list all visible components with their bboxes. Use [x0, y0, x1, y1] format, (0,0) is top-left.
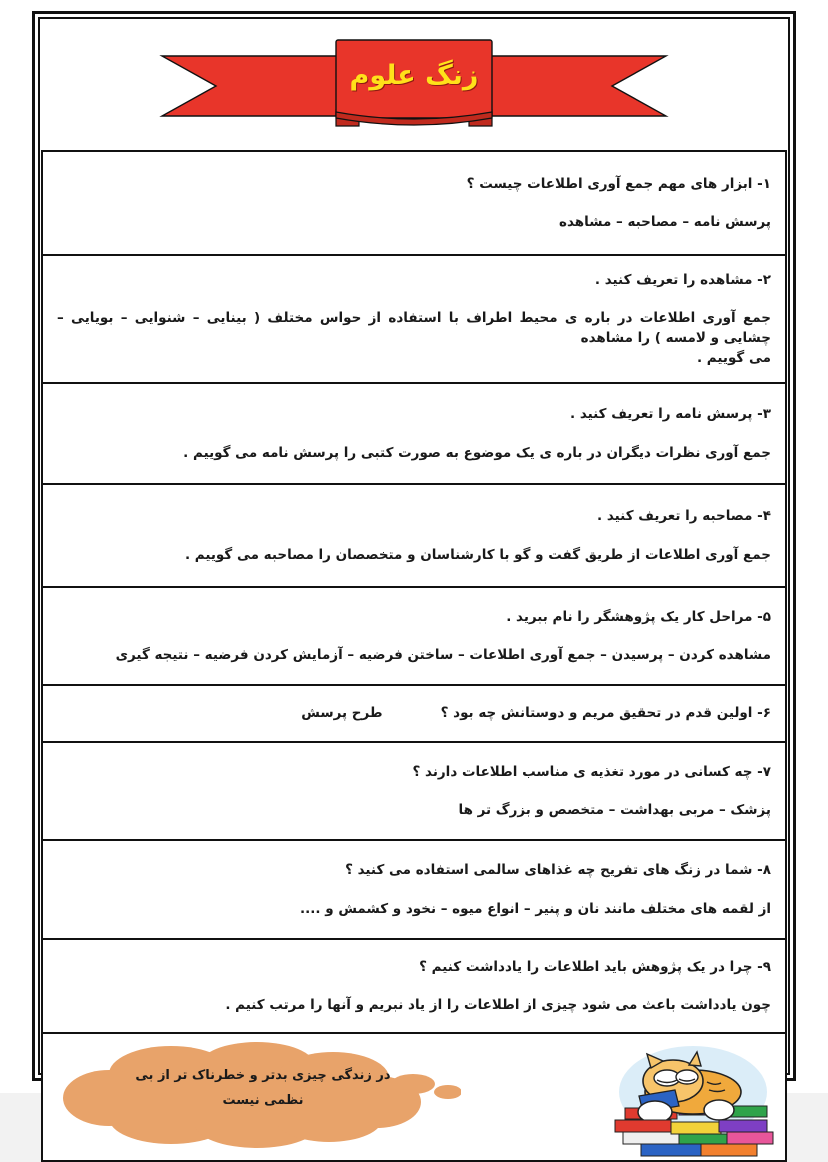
ribbon-banner-icon: [154, 34, 674, 134]
cloud-bubble-icon: [61, 1040, 461, 1152]
answer-text: جمع آوری اطلاعات در باره ی محیط اطراف با استفاده از حواس مختلف ( بینایی – شنوایی – بویایی – چشایی و لامسه ) را مشاهده: [57, 309, 771, 346]
answer-text: طرح پرسش: [301, 705, 383, 722]
answer-text: از لقمه های مختلف مانند نان و پنیر – انواع میوه – نخود و کشمش و ....: [300, 900, 771, 917]
page-title: زنگ علوم: [349, 60, 479, 91]
question-text: ۴- مصاحبه را تعریف کنید .: [597, 508, 771, 525]
worksheet-content: [41, 20, 787, 1108]
question-text: ۹- چرا در یک پژوهش باید اطلاعات را یادداشت کنیم ؟: [419, 958, 771, 975]
table-row: [43, 485, 785, 588]
table-row: [43, 256, 785, 384]
question-text: ۱- ابزار های مهم جمع آوری اطلاعات چیست ؟: [466, 175, 771, 192]
table-row: [43, 940, 785, 1032]
table-row: [43, 841, 785, 940]
table-row: [43, 743, 785, 841]
question-text: ۸- شما در زنگ های تفریح چه غذاهای سالمی استفاده می کنید ؟: [345, 862, 771, 879]
answer-text: پرسش نامه – مصاحبه – مشاهده: [559, 214, 771, 230]
answer-text: جمع آوری نظرات دیگران در باره ی یک موضوع به صورت کتبی را پرسش نامه می گوییم .: [183, 444, 771, 461]
table-row: [43, 384, 785, 485]
answer-text: چون یادداشت باعث می شود چیزی از اطلاعات را از یاد نبریم و آنها را مرتب کنیم .: [225, 997, 771, 1013]
table-row: [43, 686, 785, 743]
cartoon-cat-sleeping-icon: [601, 1034, 781, 1160]
questions-table: [41, 150, 787, 1162]
table-row: [43, 588, 785, 686]
question-text: ۳- پرسش نامه را تعریف کنید .: [570, 406, 771, 423]
title-banner: [154, 34, 674, 134]
cat-on-books-illustration: [601, 1034, 781, 1160]
question-text: ۲- مشاهده را تعریف کنید .: [594, 271, 771, 288]
question-text: ۶- اولین قدم در تحقیق مریم و دوستانش چه بود ؟: [440, 705, 771, 722]
thought-bubble: [61, 1040, 461, 1152]
question-text: ۷- چه کسانی در مورد تغذیه ی مناسب اطلاعات دارند ؟: [412, 763, 771, 780]
footer-illustration-row: [43, 1032, 785, 1162]
answer-text: پزشک – مربی بهداشت – متخصص و بزرگ تر ها: [458, 802, 771, 818]
answer-text-line2: می گوییم .: [696, 350, 771, 367]
banner-area: [41, 20, 787, 150]
bubble-text-line2: نظمی نیست: [222, 1092, 304, 1108]
question-text: ۵- مراحل کار یک پژوهشگر را نام ببرید .: [506, 608, 771, 625]
bubble-text-line1: در زندگی چیزی بدتر و خطرناک تر از بی: [135, 1068, 391, 1083]
answer-text: مشاهده کردن – پرسیدن – جمع آوری اطلاعات – ساختن فرضیه – آزمایش کردن فرضیه – نتیجه گیری: [115, 647, 771, 663]
answer-text: جمع آوری اطلاعات از طریق گفت و گو با کارشناسان و متخصصان را مصاحبه می گوییم .: [184, 546, 771, 563]
table-row: [43, 152, 785, 256]
